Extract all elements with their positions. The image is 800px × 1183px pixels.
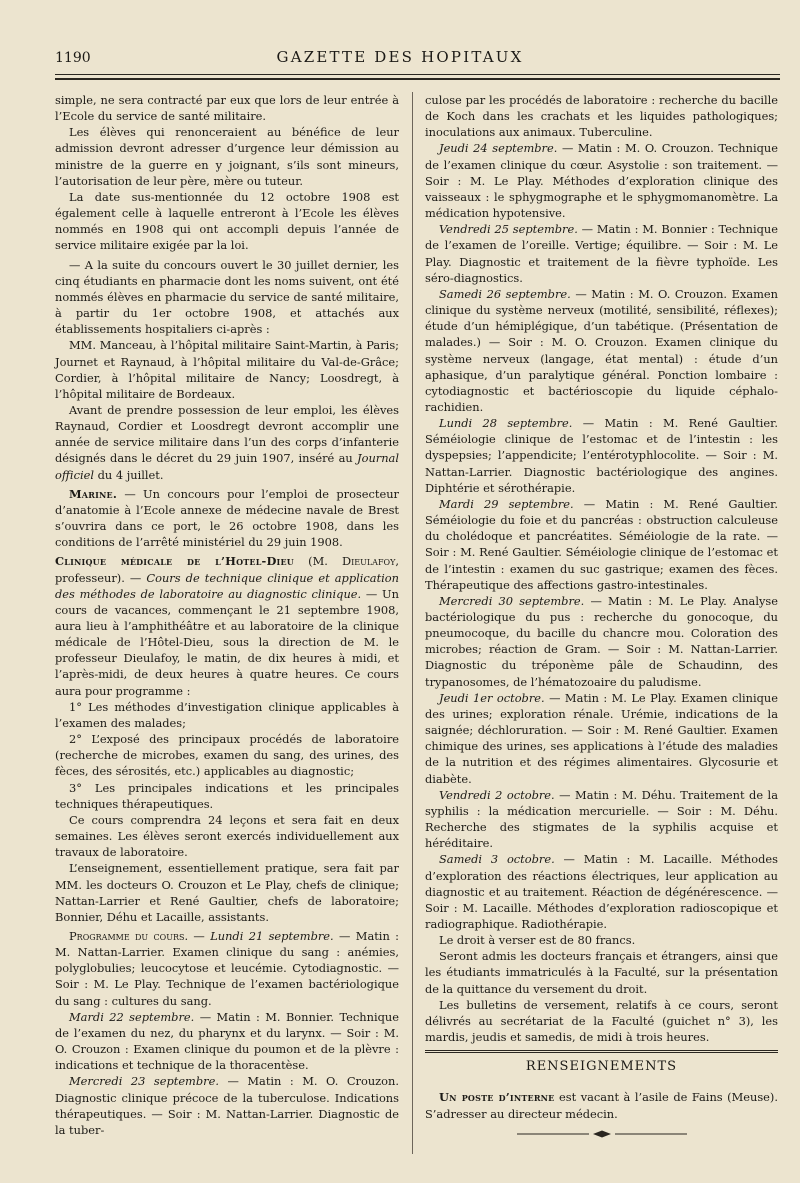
left-column [55,92,399,1138]
paragraph: Les élèves qui renonceraient au bénéfice de leur admission devront adresser d’urgence leur démission au ministre de la guerre en y joignant, s’ils sont mineurs, l’autorisation de leur père, mère ou tuteur. [55,125,399,188]
paragraph: culose par les procédés de laboratoire : recherche du bacille de Koch dans les crachats et les liquides pathologiques; inoculations aux animaux. Tuberculine. [425,93,778,140]
programme-item: 3° Les principales indications et les principales techniques thérapeutiques. [55,780,399,811]
header-rule-top [55,74,780,75]
paragraph: Ce cours comprendra 24 leçons et sera fait en deux semaines. Les élèves seront exercés individuellement aux travaux de laboratoire. [55,812,399,860]
paragraph: Seront admis les docteurs français et étrangers, ainsi que les étudiants immatriculés à la Faculté, sur la présentation de la quittance du versement du droit. [425,949,778,996]
programme-day: Jeudi 24 septembre. — Matin : M. O. Crouzon. Technique de l’examen clinique du cœur. Asystolie : son traitement. — Soir : M. Le Play. Méthodes d’exploration clinique des vaisseaux : le sphygmographe et le sphygmomanomètre. La médication hypotensive. [425,141,778,221]
programme-day: Jeudi 1er octobre. — Matin : M. Le Play. Examen clinique des urines; exploration rénale. Urémie, indications de la saignée; déchloruration. — Soir : M. René Gaultier. Examen chimique des urines, ses applications à l’étude des maladies de la nutrition et des régimes alimentaires. Glycosurie et diabète. [425,690,778,786]
ornament-divider [425,1128,778,1144]
programme-day: Vendredi 2 octobre. — Matin : M. Déhu. Traitement de la syphilis : la médication mercurielle. — Soir : M. Déhu. Recherche des stigmates de la syphilis acquise et héréditaire. [425,787,778,851]
column-divider [412,92,413,1154]
programme-day: Mardi 22 septembre. — Matin : M. Bonnier. Technique de l’examen du nez, du pharynx et du larynx. — Soir : M. O. Crouzon : Examen clinique du poumon et de la plèvre : indications et technique de la thoracentèse. [55,1009,399,1073]
paragraph: — A la suite du concours ouvert le 30 juillet dernier, les cinq étudiants en pharmacie dont les noms suivent, ont été nommés élèves en pharmacie du service de santé militaire, à partir du 1er octobre 1908, et attachés aux établissements hospitaliers ci-après : [55,257,399,337]
paragraph: simple, ne sera contracté par eux que lors de leur entrée à l’Ecole du service de santé militaire. [55,93,399,124]
programme-item: 2° L’exposé des principaux procédés de laboratoire (recherche de microbes, examen du sang, des urines, des fèces, des sérosités, etc.) applicables au diagnostic; [55,732,399,779]
paragraph: Les bulletins de versement, relatifs à ce cours, seront délivrés au secrétariat de la Faculté (guichet n° 3), les mardis, jeudis et samedis, de midi à trois heures. [425,997,778,1045]
programme-day: Programme du cours. — Lundi 21 septembre. — Matin : M. Nattan-Larrier. Examen clinique du sang : anémies, polyglobulies; leucocytose et leucémie. Cytodiagnostic. — Soir : M. Le Play. Technique de l’examen bactériologique du sang : cultures du sang. [55,928,399,1008]
paragraph: Le droit à verser est de 80 francs. [439,933,636,948]
header-rule-bottom [55,78,780,80]
clinique-notice: Clinique médicale de l’Hotel-Dieu (M. Dieulafoy, professeur). — Cours de technique clinique et application des méthodes de laboratoire au diagnostic clinique. — Un cours de vacances, commençant le 21 septembre 1908, aura lieu à l’amphithéâtre et au laboratoire de la clinique médicale de l’Hôtel-Dieu, sous la direction de M. le professeur Dieulafoy, le matin, de dix heures à midi, et l’après-midi, de deux heures à quatre heures. Ce cours aura pour programme : [55,554,399,698]
paragraph: L’enseignement, essentiellement pratique, sera fait par MM. les docteurs O. Crouzon et Le Play, chefs de clinique; Nattan-Larrier et René Gaultier, chefs de laboratoire; Bonnier, Déhu et Lacaille, assistants. [55,861,399,924]
paragraph: Avant de prendre possession de leur emploi, les élèves Raynaud, Cordier et Loosdregt devront accomplir une année de service militaire dans l’un des corps d’infanterie désignés dans le décret du 29 juin 1907, inséré au Journal officiel du 4 juillet. [55,402,399,482]
page-number: 1190 [55,50,91,66]
ornament-icon [517,1130,687,1138]
running-title: GAZETTE DES HOPITAUX [276,48,524,66]
programme-day: Mercredi 23 septembre. — Matin : M. O. Crouzon. Diagnostic clinique précoce de la tuberculose. Indications thérapeutiques. — Soir : M. Nattan-Larrier. Diagnostic de la tuber- [55,1074,399,1137]
programme-day: Mardi 29 septembre. — Matin : M. René Gaultier. Séméiologie du foie et du pancréas : obstruction calculeuse du cholédoque et pancréatites. Séméiologie de la rate. — Soir : M. René Gaultier. Séméiologie clinique de l’estomac et de l’intestin : examen du suc gastrique; examen des fèces. Thérapeutique des affections gastro-intestinales. [425,496,778,592]
programme-day: Vendredi 25 septembre. — Matin : M. Bonnier : Technique de l’examen de l’oreille. Vertige; équilibre. — Soir : M. Le Play. Diagnostic et traitement de la fièvre typhoïde. Les séro-diagnostics. [425,222,778,285]
right-column [425,92,778,1144]
section-rule [425,1050,778,1053]
marine-notice: Marine. — Un concours pour l’emploi de prosecteur d’anatomie à l’Ecole annexe de médecine navale de Brest s’ouvrira dans ce port, le 26 octobre 1908, dans les conditions de l’arrêté ministériel du 29 juin 1908. [55,486,399,550]
programme-day: Samedi 3 octobre. — Matin : M. Lacaille. Méthodes d’exploration des réactions électriques, leur application au diagnostic et au traitement. Réaction de dégénérescence. — Soir : M. Lacaille. Méthodes d’exploration radioscopique et radiographique. Radiothérapie. [425,852,778,931]
paragraph: MM. Manceau, à l’hôpital militaire Saint-Martin, à Paris; Journet et Raynaud, à l’hôpital militaire du Val-de-Grâce; Cordier, à l’hôpital militaire de Nancy; Loosdregt, à l’hôpital militaire de Bordeaux. [55,338,399,401]
programme-day: Lundi 28 septembre. — Matin : M. René Gaultier. Séméiologie clinique de l’estomac et de l’intestin : les dyspepsies; l’appendicite; l’entérotyphlocolite. — Soir : M. Nattan-Larrier. Diagnostic bactériologique des angines. Diphtérie et sérothérapie. [425,416,778,495]
section-heading: RENSEIGNEMENTS [525,1059,678,1075]
programme-item: 1° Les méthodes d’investigation clinique applicables à l’examen des malades; [55,699,399,730]
paragraph: La date sus-mentionnée du 12 octobre 1908 est également celle à laquelle entreront à l’Ecole les élèves nommés en 1908 qui ont accompli depuis l’année de service militaire exigée par la loi. [55,189,399,253]
programme-day: Samedi 26 septembre. — Matin : M. O. Crouzon. Examen clinique du système nerveux (motilité, sensibilité, réflexes); étude d’un hémiplégique, d’un tabétique. (Présentation de malades.) — Soir : M. O. Crouzon. Examen clinique du système nerveux (langage, état mental) : étude d’un aphasique, d’un paralytique général. Ponction lombaire : cytodiagnostic et bactérioscopie du liquide céphalo-rachidien. [425,286,778,414]
programme-day: Mercredi 30 septembre. — Matin : M. Le Play. Analyse bactériologique du pus : recherche du gonocoque, du pneumocoque, du bacille du chancre mou. Coloration des microbes; réaction de Gram. — Soir : M. Nattan-Larrier. Diagnostic du tréponème pâle de Schaudinn, des trypanosomes, de l’hématozoaire du paludisme. [425,593,778,689]
poste-notice: Un poste d’interne est vacant à l’asile de Fains (Meuse). S’adresser au directeur médecin. [425,1090,778,1121]
